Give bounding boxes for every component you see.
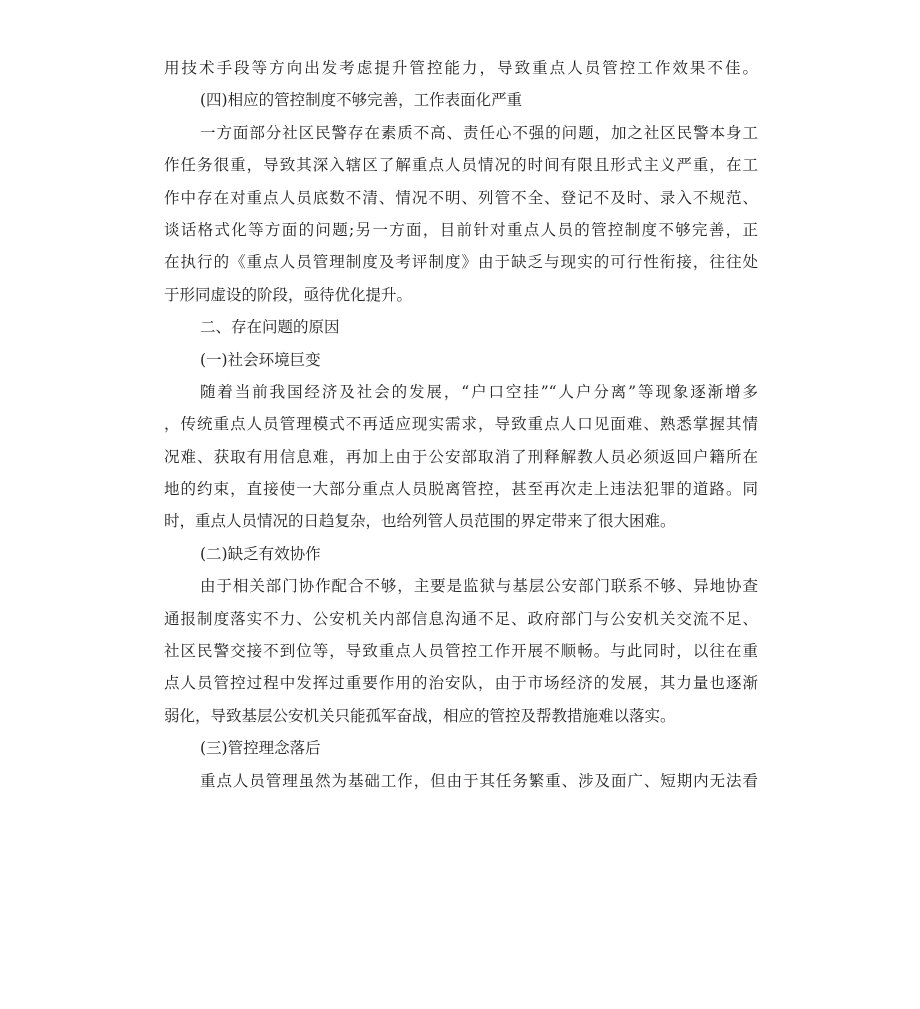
- paragraph-line: 时，重点人员情况的日趋复杂，也给列管人员范围的界定带来了很大困难。: [164, 512, 676, 531]
- paragraph-line: 地的约束，直接使一大部分重点人员脱离管控，甚至再次走上违法犯罪的道路。同: [164, 480, 758, 499]
- paragraph-line: ，传统重点人员管理模式不再适应现实需求，导致重点人口见面难、熟悉掌握其情: [164, 415, 758, 434]
- paragraph-line: 随着当前我国经济及社会的发展，“户口空挂”“人户分离”等现象逐渐增多: [200, 382, 758, 401]
- paragraph-line: 在执行的《重点人员管理制度及考评制度》由于缺乏与现实的可行性衔接，往往处: [164, 253, 758, 272]
- paragraph-line: 重点人员管理虽然为基础工作，但由于其任务繁重、涉及面广、短期内无法看: [200, 771, 758, 790]
- section-heading: (三)管控理念落后: [200, 739, 321, 758]
- paragraph-line: 谈话格式化等方面的问题;另一方面，目前针对重点人员的管控制度不够完善，正: [164, 220, 758, 239]
- paragraph-line: 点人员管控过程中发挥过重要作用的治安队，由于市场经济的发展，其力量也逐渐: [164, 674, 758, 693]
- document-body: [164, 52, 758, 797]
- chapter-heading: 二、存在问题的原因: [200, 318, 340, 337]
- paragraph-line: 弱化，导致基层公安机关只能孤军奋战，相应的管控及帮教措施难以落实。: [164, 706, 676, 725]
- section-heading: (二)缺乏有效协作: [200, 544, 321, 563]
- paragraph-line: 况难、获取有用信息难，再加上由于公安部取消了刑释解教人员必须返回户籍所在: [164, 447, 758, 466]
- paragraph-line: 作中存在对重点人员底数不清、情况不明、列管不全、登记不及时、录入不规范、: [164, 188, 758, 207]
- section-heading: (四)相应的管控制度不够完善，工作表面化严重: [200, 91, 523, 110]
- paragraph-line: 用技术手段等方向出发考虑提升管控能力，导致重点人员管控工作效果不佳。: [164, 59, 758, 77]
- paragraph-line: 于形同虚设的阶段，亟待优化提升。: [164, 285, 413, 304]
- paragraph-line: 通报制度落实不力、公安机关内部信息沟通不足、政府部门与公安机关交流不足、: [164, 609, 758, 628]
- paragraph-line: 由于相关部门协作配合不够，主要是监狱与基层公安部门联系不够、异地协查: [200, 577, 758, 596]
- paragraph-line: 一方面部分社区民警存在素质不高、责任心不强的问题，加之社区民警本身工: [200, 123, 758, 142]
- paragraph-line: 社区民警交接不到位等，导致重点人员管控工作开展不顺畅。与此同时，以往在重: [164, 642, 758, 661]
- section-heading: (一)社会环境巨变: [200, 350, 321, 369]
- paragraph-line: 作任务很重，导致其深入辖区了解重点人员情况的时间有限且形式主义严重，在工: [164, 156, 758, 175]
